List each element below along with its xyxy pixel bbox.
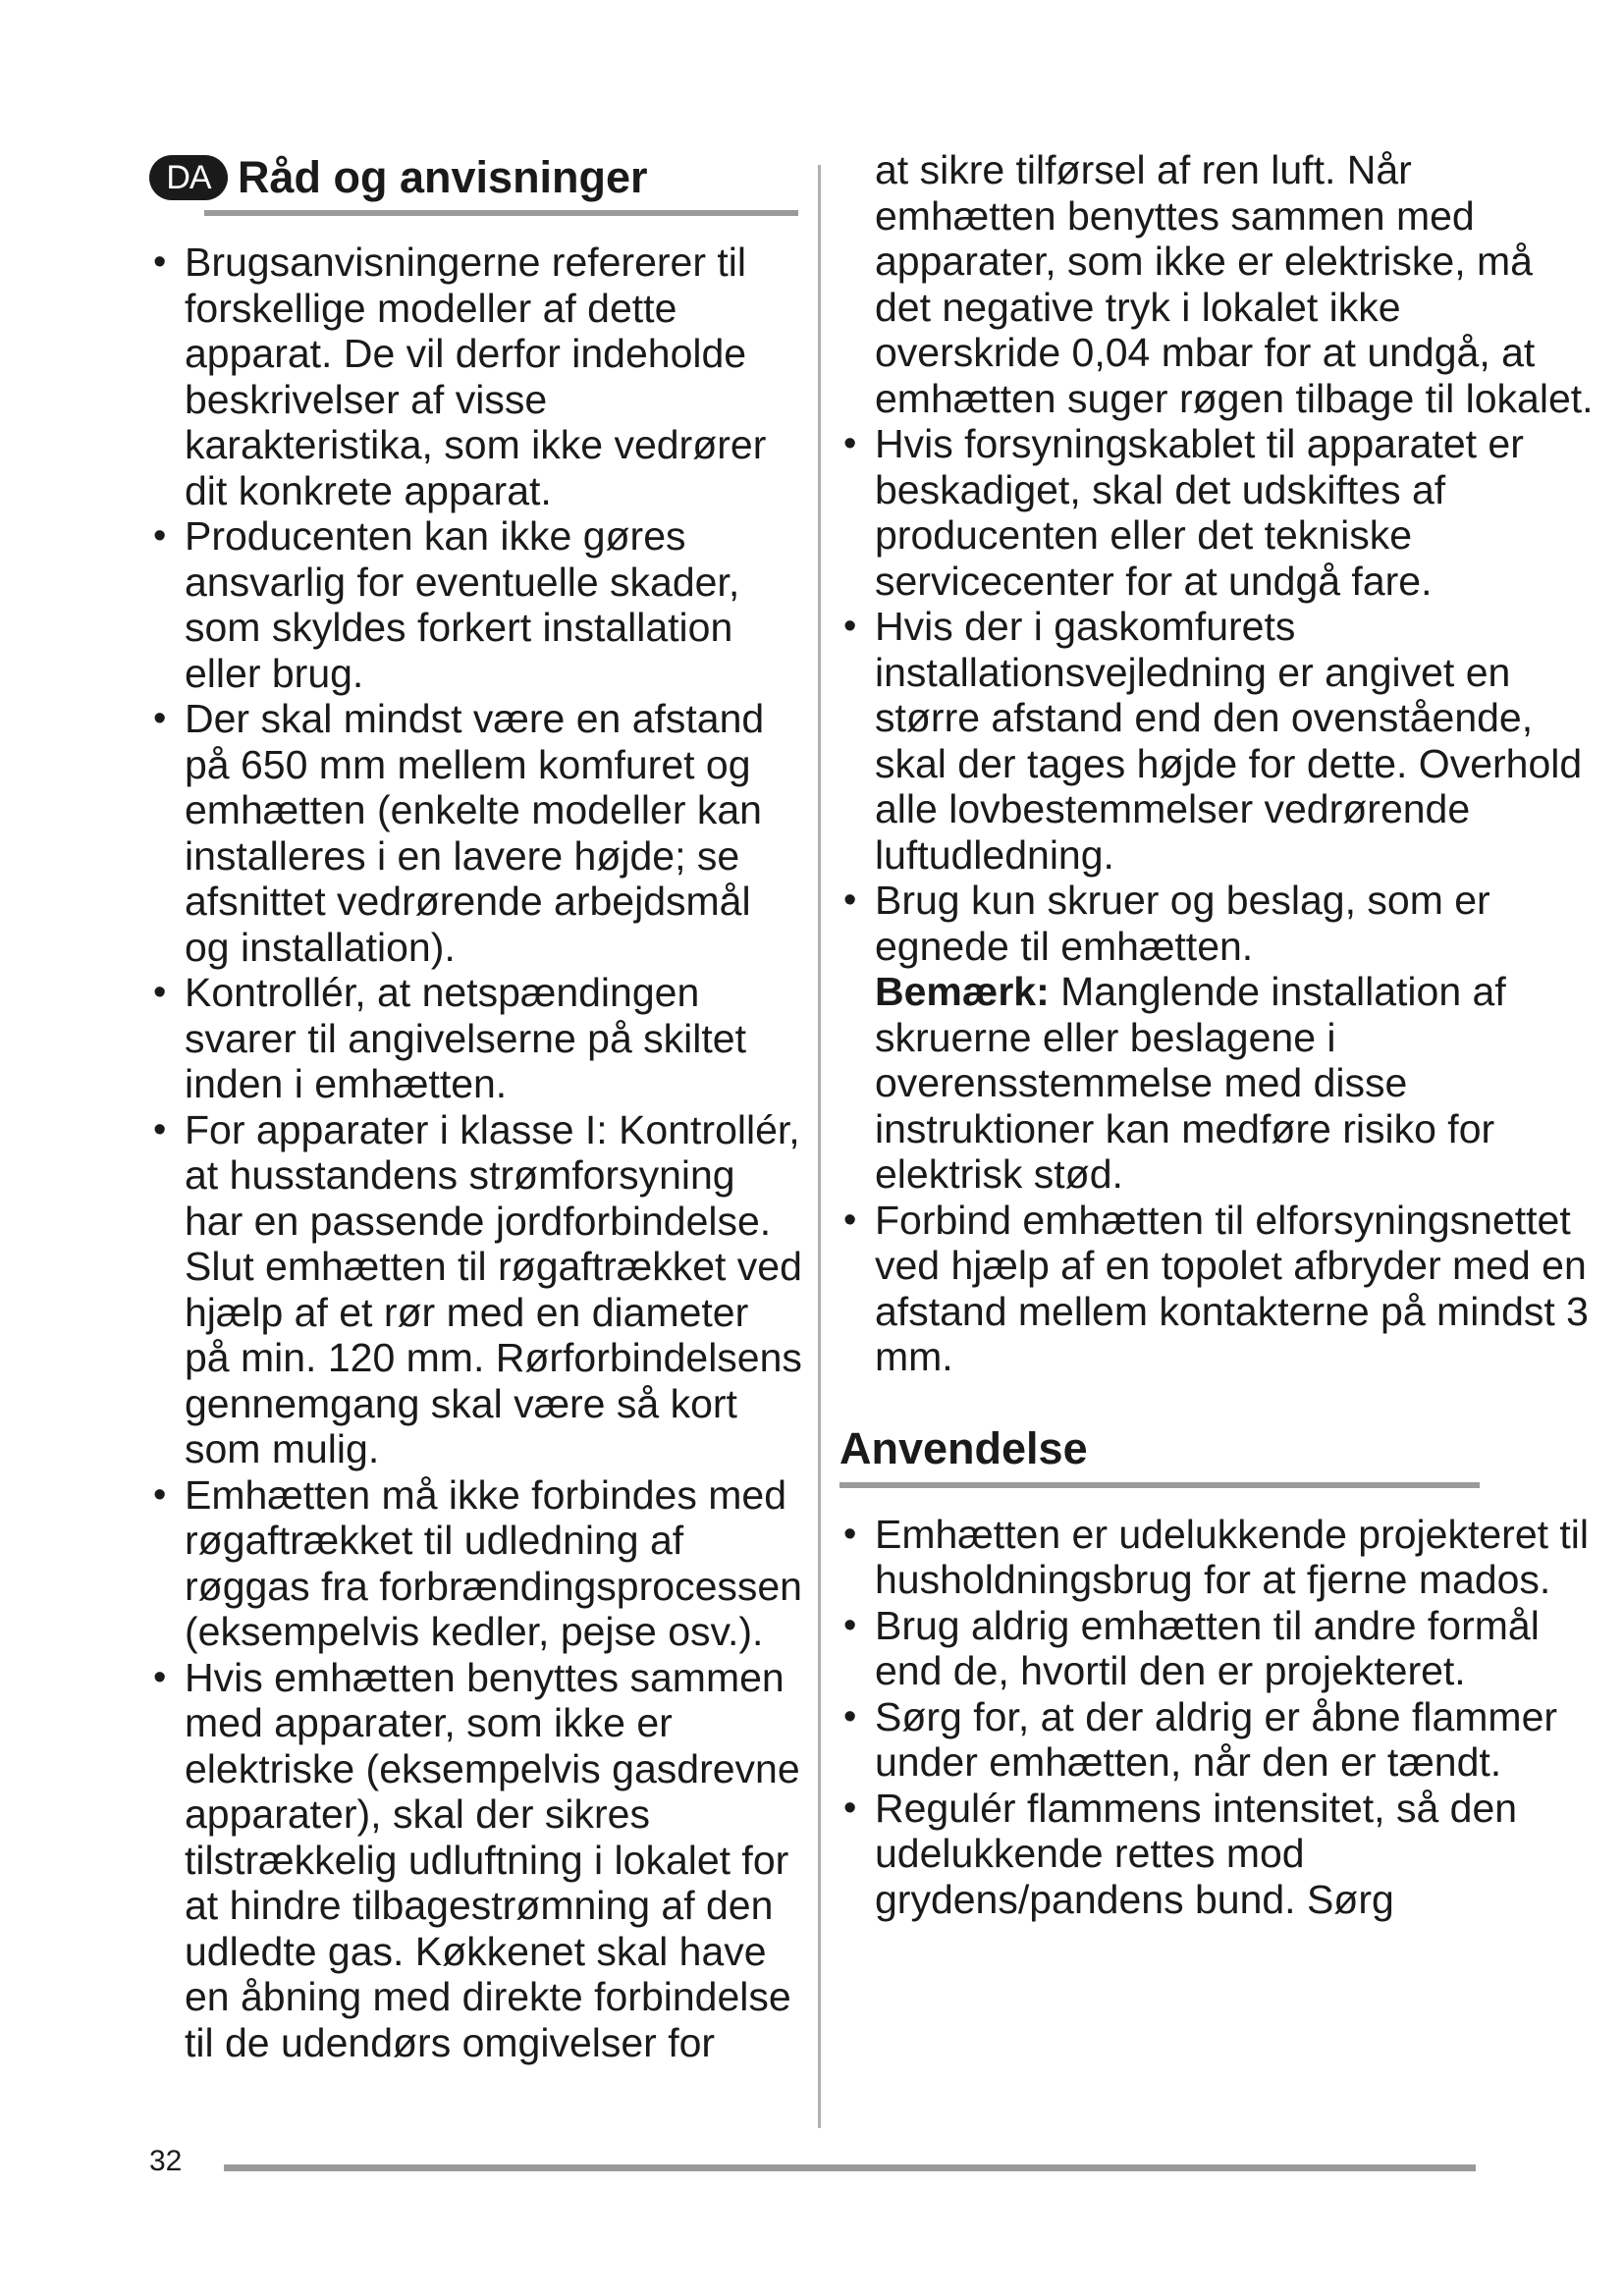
- list-item: • Brugsanvisningerne refererer til forskellige modeller af dette apparat. De vil derfor indeholde beskrivelser af visse karakteristika, som ikke vedrører dit konkrete apparat.: [149, 240, 802, 513]
- column-divider: [818, 165, 821, 2128]
- list-item: • Hvis emhætten benyttes sammen med apparater, som ikke er elektriske (eksempelvis gasdrevne apparater), skal der sikres tilstrækkelig udluftning i lokalet for at hindre tilbagestrømning af den udledte gas. Køkkenet skal have en åbning med direkte forbindelse til de udendørs omgivelser for: [149, 1655, 802, 2066]
- note-text: Manglende installation af skruerne eller beslagene i overensstemmelse med disse instruktioner kan medføre risiko for elektrisk stød.: [875, 969, 1506, 1197]
- list-item: • Emhætten må ikke forbindes med røgaftrækket til udledning af røggas fra forbrændingsprocessen (eksempelvis kedler, pejse osv.).: [149, 1472, 802, 1655]
- list-item: • Kontrollér, at netspændingen svarer til angivelserne på skiltet inden i emhætten.: [149, 970, 802, 1107]
- list-item: • Brug kun skruer og beslag, som er egnede til emhætten.: [839, 878, 1596, 969]
- title-underline-2: [839, 1482, 1480, 1488]
- title-underline: [204, 210, 798, 216]
- continued-paragraph: at sikre tilførsel af ren luft. Når emhætten benyttes sammen med apparater, som ikke er elektriske, må det negative tryk i lokalet ikke overskride 0,04 mbar for at undgå, at emhætten suger røgen tilbage til lokalet.: [875, 147, 1594, 421]
- list-item: • Der skal mindst være en afstand på 650 mm mellem komfuret og emhætten (enkelte modeller kan installeres i en lavere højde; se afsnittet vedrørende arbejdsmål og installation).: [149, 696, 802, 970]
- list-item: • Forbind emhætten til elforsyningsnettet ved hjælp af en topolet afbryder med en afstand mellem kontakterne på mindst 3 mm.: [839, 1198, 1596, 1380]
- right-column: [839, 147, 1596, 1922]
- left-column: [149, 147, 802, 2065]
- list-item: • Hvis forsyningskablet til apparatet er beskadiget, skal det udskiftes af producenten eller det tekniske servicecenter for at undgå fare.: [839, 421, 1596, 604]
- list-item: • Brug aldrig emhætten til andre formål end de, hvortil den er projekteret.: [839, 1603, 1596, 1694]
- section-heading-2: [839, 1419, 1596, 1480]
- page-number: 32: [149, 2145, 183, 2177]
- language-badge: DA: [149, 155, 228, 200]
- list-item: • Sørg for, at der aldrig er åbne flammer under emhætten, når den er tændt.: [839, 1694, 1596, 1786]
- list-item: • For apparater i klasse I: Kontrollér, at husstandens strømforsyning har en passende jordforbindelse. Slut emhætten til røgaftrækket ved hjælp af et rør med en diameter på min. 120 mm. Rørforbindelsens gennemgang skal være så kort som mulig.: [149, 1107, 802, 1472]
- section-title-2: Anvendelse: [839, 1423, 1088, 1474]
- list-item: • Producenten kan ikke gøres ansvarlig for eventuelle skader, som skyldes forkert installation eller brug.: [149, 513, 802, 696]
- note-paragraph: [839, 969, 1596, 1198]
- footer-rule: [224, 2164, 1476, 2171]
- list-item: • Regulér flammens intensitet, så den udelukkende rettes mod grydens/pandens bund. Sørg: [839, 1786, 1596, 1923]
- usage-list: [839, 1512, 1596, 1923]
- list-item: • Emhætten er udelukkende projekteret til husholdningsbrug for at fjerne mados.: [839, 1512, 1596, 1603]
- advice-list: [149, 240, 802, 2065]
- note-label: Bemærk:: [875, 969, 1050, 1014]
- section-heading: [149, 147, 802, 208]
- list-item: • Hvis der i gaskomfurets installationsvejledning er angivet en større afstand end den ovenstående, skal der tages højde for dette. Overhold alle lovbestemmelser vedrørende luftudledning.: [839, 604, 1596, 878]
- advice-list-continued: [839, 147, 1596, 1380]
- section-title: Råd og anvisninger: [238, 151, 648, 202]
